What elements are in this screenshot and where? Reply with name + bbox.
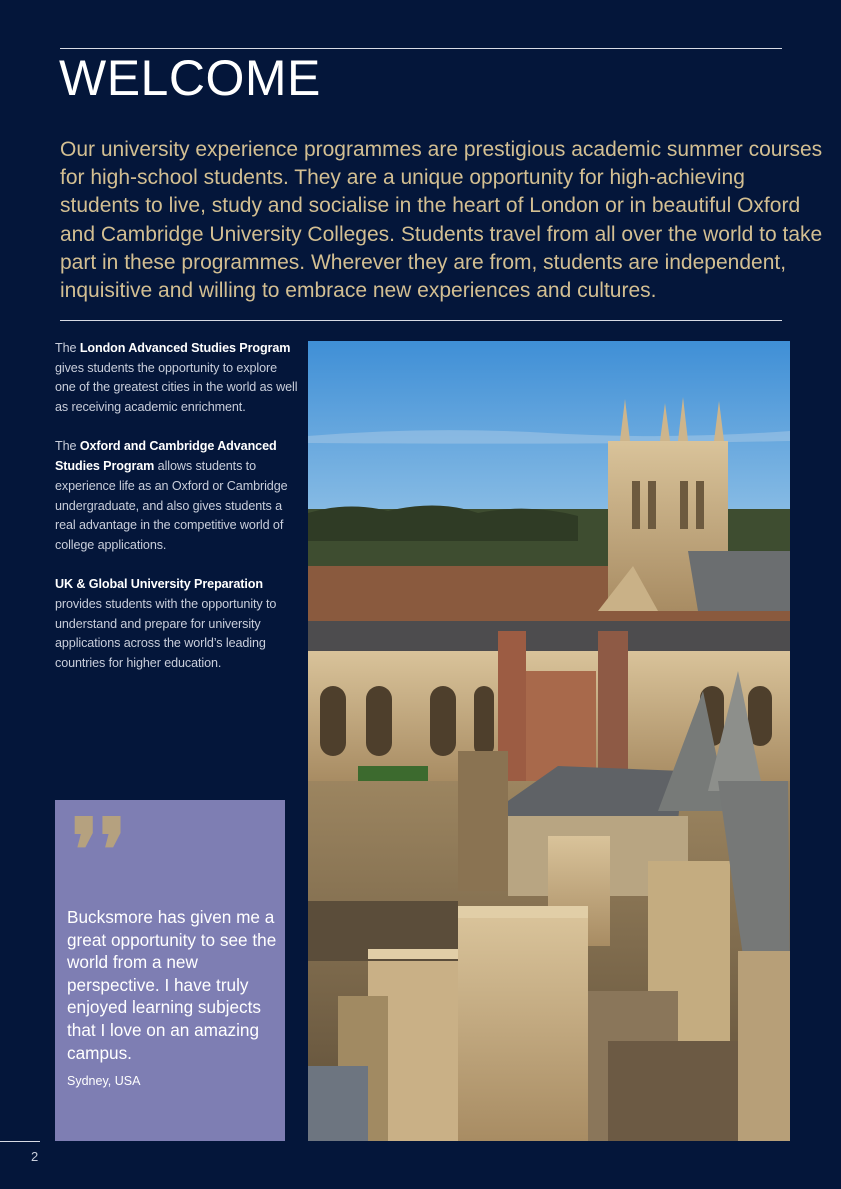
program-name: London Advanced Studies Program bbox=[79, 341, 291, 355]
program-list bbox=[55, 339, 300, 693]
program-description: gives students the opportunity to explore one of the greatest cities in the world as well as receiving academic enrichment. bbox=[55, 360, 298, 415]
program-name: Oxford and Cambridge Advanced Studies Program bbox=[55, 439, 277, 474]
intro-paragraph: Our university experience programmes are prestigious academic summer courses for high-school students. They are a unique opportunity for high-achieving students to live, study and socialise in the heart of London or in beautiful Oxford and Cambridge University Colleges. Students travel from all over the world to take part in these programmes. Wherever they are from, students are independent, inquisitive and willing to embrace new experiences and cultures. bbox=[60, 138, 823, 303]
program-prefix: The bbox=[55, 439, 80, 454]
testimonial-box bbox=[55, 800, 285, 1141]
program-description: allows students to experience life as an Oxford or Cambridge undergraduate, and also gives students a real advantage in the competitive world of college applications. bbox=[55, 459, 288, 552]
page-number: 2 bbox=[31, 1149, 39, 1164]
cambridge-college-photo bbox=[308, 341, 790, 1141]
testimonial-text: Bucksmore has given me a great opportunity to see the world from a new perspective. I have truly enjoyed learning subjects that I love on an amazing campus. bbox=[67, 907, 277, 1063]
page-title: WELCOME bbox=[59, 50, 321, 106]
program-university-prep bbox=[55, 575, 300, 674]
top-divider bbox=[60, 48, 782, 49]
program-name: UK & Global University Preparation bbox=[55, 577, 263, 592]
program-london bbox=[55, 339, 300, 418]
middle-divider bbox=[60, 320, 782, 321]
program-description: provides students with the opportunity to understand and prepare for university applications across the world’s leading countries for higher education. bbox=[55, 596, 277, 671]
testimonial-author: Sydney, USA bbox=[67, 1074, 141, 1088]
quote-icon: ❜❜ bbox=[71, 800, 127, 901]
page-number-divider bbox=[0, 1141, 40, 1142]
program-prefix: The bbox=[55, 341, 80, 355]
program-oxbridge bbox=[55, 437, 300, 555]
